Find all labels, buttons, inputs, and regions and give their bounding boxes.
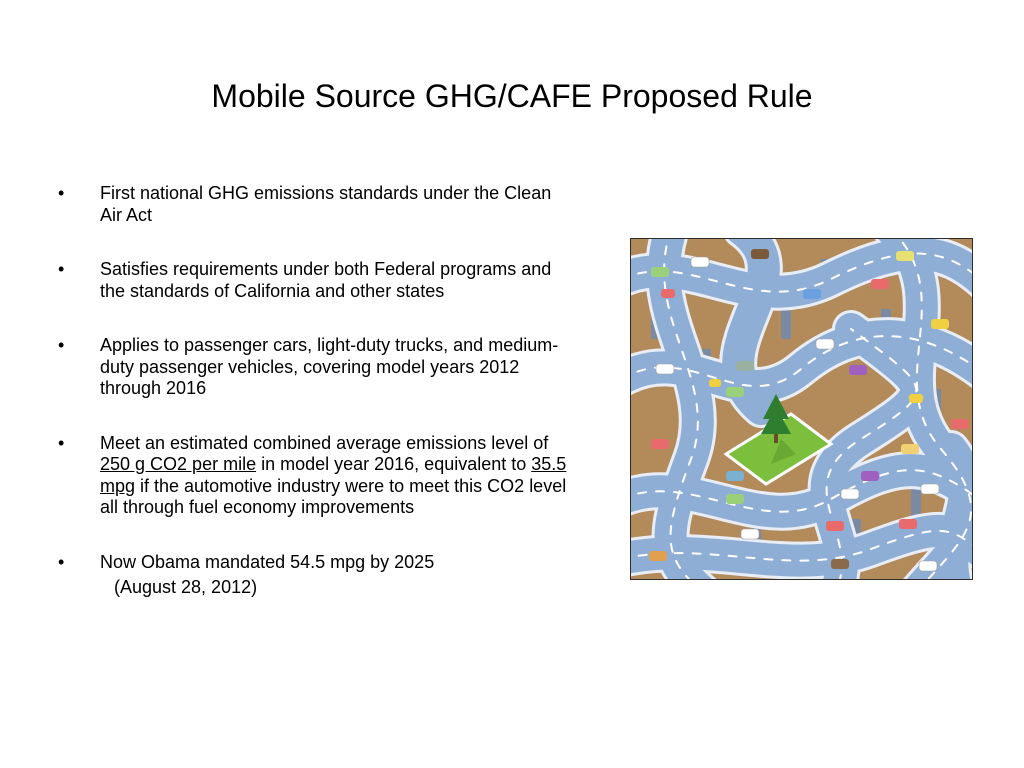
bullet-text-part: if the automotive industry were to meet this CO2 level all through fuel economy improvements <box>100 475 567 517</box>
bullet-item-4 <box>56 433 576 519</box>
bullet-item-2 <box>56 259 576 302</box>
bullet-text: Applies to passenger cars, light-duty trucks, and medium-duty passenger vehicles, covering model years 2012 through 2016 <box>100 335 559 398</box>
bullet-dot: • <box>58 335 65 355</box>
bullet-item-1 <box>56 183 576 226</box>
emissions-level-link[interactable]: 250 g CO2 per mile <box>100 454 257 474</box>
bullet-dot: • <box>58 259 65 279</box>
bullet-list <box>56 183 576 632</box>
bullet-dot: • <box>58 432 65 453</box>
bullet-subtext: (August 28, 2012) <box>114 577 258 597</box>
bullet-text-part: in model year 2016, equivalent to <box>256 454 532 474</box>
bullet-text: First national GHG emissions standards under the Clean Air Act <box>100 183 552 225</box>
highway-illustration-svg <box>631 239 973 580</box>
highway-illustration <box>630 238 973 580</box>
bullet-text: Satisfies requirements under both Federal programs and the standards of California and other states <box>100 259 552 301</box>
bullet-text-part: Meet an estimated combined average emissions level of <box>100 432 549 453</box>
slide-title: Mobile Source GHG/CAFE Proposed Rule <box>211 78 813 114</box>
mpg-link[interactable]: 35.5 mpg <box>100 454 567 496</box>
bullet-dot: • <box>58 183 65 203</box>
bullet-text: Now Obama mandated 54.5 mpg by 2025 <box>100 551 435 572</box>
bullet-item-3 <box>56 335 576 400</box>
bullet-dot: • <box>58 551 65 572</box>
bullet-item-5 <box>56 552 576 599</box>
